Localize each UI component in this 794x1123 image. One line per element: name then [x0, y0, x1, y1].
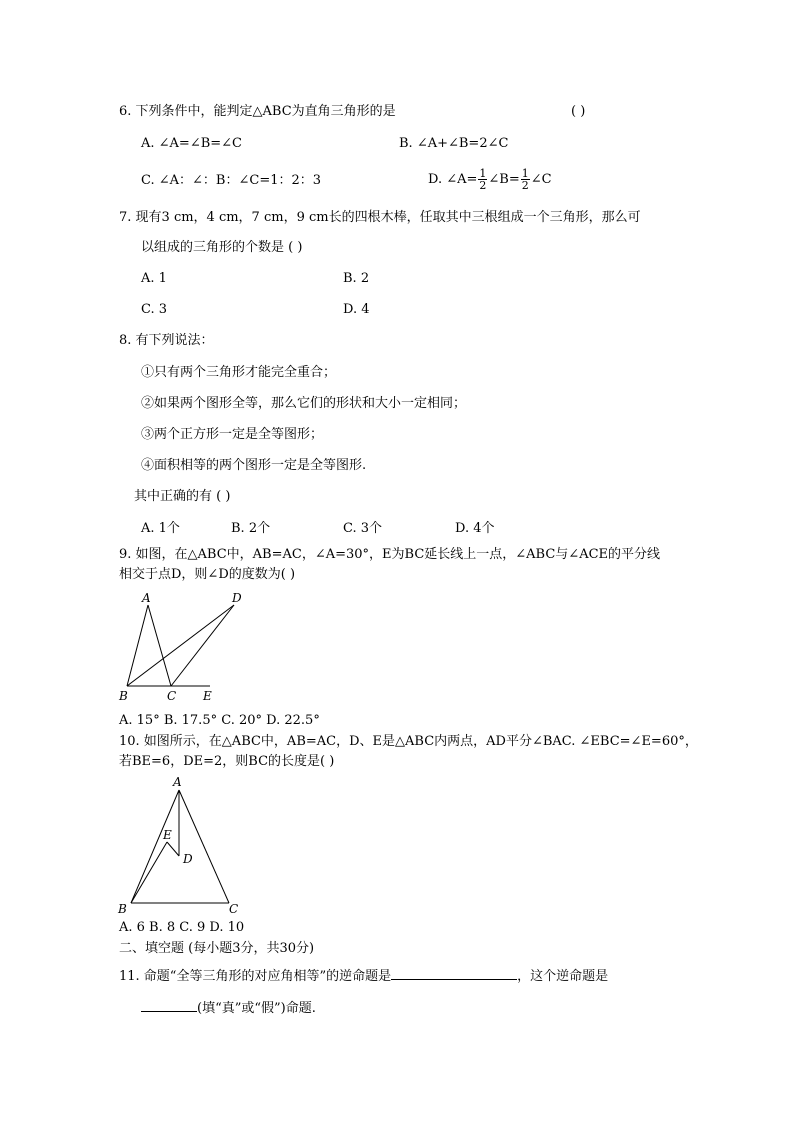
q6-option-d-suffix: ∠C	[530, 172, 552, 187]
fraction-numerator: 1	[521, 167, 529, 180]
q6-option-d	[428, 166, 552, 194]
q8-statement-1: ①只有两个三角形才能完全重合；	[141, 365, 337, 380]
label-D: D	[232, 591, 242, 605]
q8-option-c: C. 3个	[343, 521, 383, 536]
q11-suffix: (填“真”或“假”)命题.	[197, 1001, 316, 1016]
label-E: E	[203, 689, 212, 703]
q9-line-2: 相交于点D，则∠D的度数为( )	[119, 567, 296, 582]
label-E: E	[163, 828, 172, 842]
q11-line-2	[141, 999, 316, 1017]
q11-blank-1[interactable]	[391, 967, 517, 980]
q7-line-2: 以组成的三角形的个数是 ( )	[141, 240, 303, 255]
q6-option-d-prefix: D. ∠A=	[428, 172, 478, 187]
q10-options: A. 6 B. 8 C. 9 D. 10	[119, 920, 245, 935]
segment-AB	[131, 790, 179, 903]
section-2-title: 二、填空题 (每小题3分，共30分)	[119, 941, 315, 956]
q7-option-d: D. 4	[343, 302, 370, 317]
fraction-numerator: 1	[479, 167, 487, 180]
q10-line-1: 10. 如图所示，在△ABC中，AB=AC，D、E是△ABC内两点，AD平分∠BAC. ∠EBC=∠E=60°，	[119, 734, 698, 749]
q6-option-d-fraction-1	[478, 168, 487, 191]
q8-option-b: B. 2个	[231, 521, 271, 536]
q8-stem: 8. 有下列说法：	[119, 333, 214, 348]
q10-figure	[112, 772, 248, 918]
q9-line-1: 9. 如图，在△ABC中，AB=AC，∠A=30°，E为BC延长线上一点，∠ABC与∠ACE的平分线	[119, 547, 661, 562]
label-C: C	[167, 689, 177, 703]
segment-BA	[127, 605, 148, 686]
q6-option-d-fraction-2	[521, 168, 530, 191]
q10-line-2: 若BE=6，DE=2，则BC的长度是( )	[119, 754, 335, 769]
q6-option-a: A. ∠A=∠B=∠C	[141, 136, 243, 151]
q6-option-b: B. ∠A+∠B=2∠C	[399, 136, 509, 151]
q11-mid: ，这个逆命题是	[517, 969, 609, 984]
q8-statement-4: ④面积相等的两个图形一定是全等图形.	[141, 458, 367, 473]
label-B: B	[119, 689, 128, 703]
q8-statement-2: ②如果两个图形全等，那么它们的形状和大小一定相同；	[141, 396, 467, 411]
q8-statement-3: ③两个正方形一定是全等图形；	[141, 427, 324, 442]
label-A: A	[142, 591, 151, 605]
label-A: A	[173, 775, 182, 789]
q7-option-c: C. 3	[141, 302, 168, 317]
segment-BE	[131, 842, 167, 903]
q11-line-1	[119, 967, 608, 985]
q11-prefix: 11. 命题“全等三角形的对应角相等”的逆命题是	[119, 969, 392, 984]
q7-option-b: B. 2	[343, 271, 370, 286]
q6-answer-paren: ( )	[571, 104, 586, 119]
fraction-denominator: 2	[479, 179, 487, 192]
q6-option-d-mid: ∠B=	[488, 172, 520, 187]
q9-options: A. 15° B. 17.5° C. 20° D. 22.5°	[119, 713, 320, 728]
label-B: B	[118, 902, 127, 916]
q11-blank-2[interactable]	[141, 999, 197, 1012]
segment-AC	[148, 605, 171, 686]
q7-line-1: 7. 现有3 cm，4 cm，7 cm，9 cm长的四根木棒，任取其中三根组成一个三角形，那么可	[119, 210, 641, 225]
q8-option-d: D. 4个	[455, 521, 495, 536]
q9-figure	[110, 588, 250, 706]
q7-option-a: A. 1	[141, 271, 167, 286]
fraction-denominator: 2	[521, 179, 529, 192]
q6-option-c: C. ∠A：∠：B：∠C=1：2：3	[141, 173, 322, 188]
segment-ED	[167, 842, 179, 856]
label-C: C	[229, 902, 239, 916]
segment-AC	[179, 790, 229, 903]
q8-option-a: A. 1个	[141, 521, 180, 536]
label-D: D	[183, 852, 193, 866]
q8-ask: 其中正确的有 ( )	[134, 489, 231, 504]
q6-stem: 6. 下列条件中，能判定△ABC为直角三角形的是	[119, 104, 396, 119]
